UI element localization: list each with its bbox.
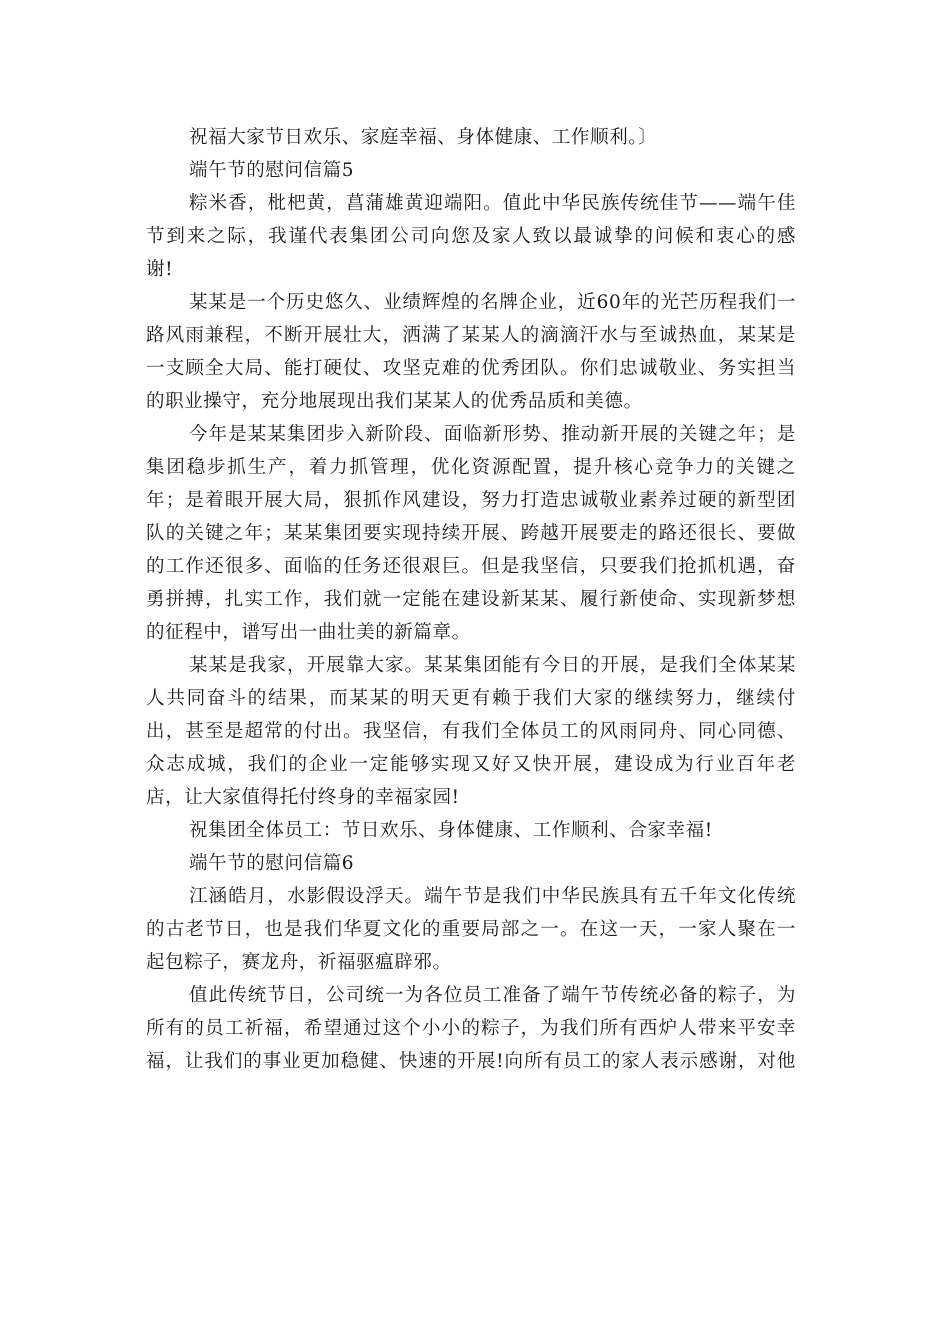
text-line: 的工作还很多、面临的任务还很艰巨。但是我坚信，只要我们抢抓机遇，奋: [146, 556, 796, 577]
text-line: 端午节的慰问信篇5: [189, 160, 355, 181]
text-line: 众志成城，我们的企业一定能够实现又好又快开展，建设成为行业百年老: [146, 754, 796, 775]
text-line: 所有的员工祈福，希望通过这个小小的粽子，为我们所有西炉人带来平安幸: [146, 1018, 796, 1039]
text-line: 祝福大家节日欢乐、家庭幸福、身体健康、工作顺利。〕: [189, 127, 658, 148]
text-line: 的古老节日，也是我们华夏文化的重要局部之一。在这一天，一家人聚在一: [146, 919, 796, 940]
text-line: 路风雨兼程，不断开展壮大，洒满了某某人的滴滴汗水与至诚热血，某某是: [146, 325, 796, 346]
text-line: 某某是一个历史悠久、业绩辉煌的名牌企业，近60年的光芒历程我们一: [189, 292, 796, 313]
text-line: 起包粽子，赛龙舟，祈福驱瘟辟邪。: [146, 952, 452, 973]
text-line: 店，让大家值得托付终身的幸福家园!: [146, 787, 460, 808]
text-line: 集团稳步抓生产，着力抓管理，优化资源配置，提升核心竞争力的关键之: [146, 457, 796, 478]
text-line: 端午节的慰问信篇6: [189, 853, 355, 874]
text-line: 的职业操守，充分地展现出我们某某人的优秀品质和美德。: [146, 391, 643, 412]
text-line: 节到来之际，我谨代表集团公司向您及家人致以最诚挚的问候和衷心的感: [146, 226, 796, 247]
text-line: 年；是着眼开展大局，狠抓作风建设，努力打造忠诚敬业素养过硬的新型团: [146, 490, 796, 511]
text-line: 粽米香，枇杷黄，菖蒲雄黄迎端阳。值此中华民族传统佳节——端午佳: [189, 193, 796, 214]
text-line: 江涵皓月，水影假设浮天。端午节是我们中华民族具有五千年文化传统: [189, 886, 796, 907]
text-line: 谢!: [146, 259, 174, 280]
text-line: 的征程中，谱写出一曲壮美的新篇章。: [146, 622, 471, 643]
text-line: 福，让我们的事业更加稳健、快速的开展!向所有员工的家人表示感谢，对他: [146, 1051, 796, 1072]
text-line: 队的关键之年；某某集团要实现持续开展、跨越开展要走的路还很长、要做: [146, 523, 796, 544]
text-line: 人共同奋斗的结果，而某某的明天更有赖于我们大家的继续努力，继续付: [146, 688, 796, 709]
text-line: 今年是某某集团步入新阶段、面临新形势、推动新开展的关键之年；是: [189, 424, 796, 445]
document-body: [146, 121, 796, 1078]
text-line: 一支顾全大局、能打硬仗、攻坚克难的优秀团队。你们忠诚敬业、务实担当: [146, 358, 796, 379]
text-line: 出，甚至是超常的付出。我坚信，有我们全体员工的风雨同舟、同心同德、: [146, 721, 796, 742]
text-line: 某某是我家，开展靠大家。某某集团能有今日的开展，是我们全体某某: [189, 655, 796, 676]
text-line: 祝集团全体员工：节日欢乐、身体健康、工作顺利、合家幸福!: [189, 820, 713, 841]
text-line: 值此传统节日，公司统一为各位员工准备了端午节传统必备的粽子，为: [189, 985, 796, 1006]
text-line: 勇拼搏，扎实工作，我们就一定能在建设新某某、履行新使命、实现新梦想: [146, 589, 796, 610]
